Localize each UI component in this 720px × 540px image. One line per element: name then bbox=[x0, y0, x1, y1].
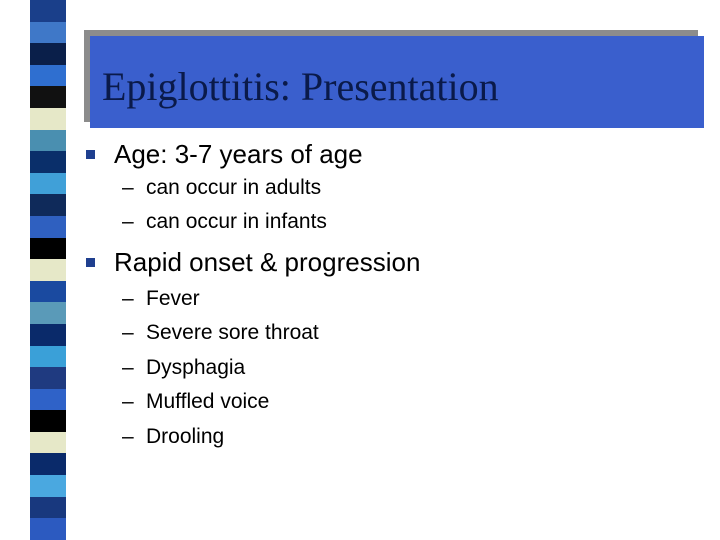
sub-bullet-text: can occur in adults bbox=[146, 176, 322, 199]
stripe-segment bbox=[30, 0, 66, 22]
dash-marker: – bbox=[122, 425, 134, 448]
slide-title: Epiglottitis: Presentation bbox=[102, 63, 499, 109]
sub-bullet-text: Severe sore throat bbox=[146, 321, 319, 344]
title-box bbox=[90, 36, 704, 128]
stripe-segment bbox=[30, 346, 66, 368]
decorative-stripe-bar bbox=[30, 0, 66, 540]
stripe-segment bbox=[30, 130, 66, 152]
stripe-segment bbox=[30, 281, 66, 303]
stripe-segment bbox=[30, 238, 66, 260]
stripe-segment bbox=[30, 410, 66, 432]
bullet-text: Age: 3-7 years of age bbox=[114, 139, 363, 169]
stripe-segment bbox=[30, 216, 66, 238]
stripe-segment bbox=[30, 518, 66, 540]
dash-marker: – bbox=[122, 210, 134, 233]
sub-bullet-text: Fever bbox=[146, 287, 200, 310]
stripe-segment bbox=[30, 367, 66, 389]
dash-marker: – bbox=[122, 176, 134, 199]
bullet-item-onset bbox=[86, 247, 420, 278]
sub-bullet-item bbox=[122, 210, 327, 234]
sub-bullet-text: Dysphagia bbox=[146, 356, 246, 379]
sub-bullet-text: Drooling bbox=[146, 425, 225, 448]
stripe-segment bbox=[30, 108, 66, 130]
stripe-segment bbox=[30, 497, 66, 519]
dash-marker: – bbox=[122, 321, 134, 344]
sub-bullet-text: can occur in infants bbox=[146, 210, 327, 233]
stripe-segment bbox=[30, 86, 66, 108]
stripe-segment bbox=[30, 151, 66, 173]
stripe-segment bbox=[30, 302, 66, 324]
dash-marker: – bbox=[122, 287, 134, 310]
stripe-segment bbox=[30, 389, 66, 411]
stripe-segment bbox=[30, 324, 66, 346]
sub-bullet-item bbox=[122, 321, 319, 345]
stripe-segment bbox=[30, 453, 66, 475]
sub-bullet-item bbox=[122, 287, 200, 311]
square-bullet-icon bbox=[86, 150, 95, 159]
stripe-segment bbox=[30, 22, 66, 44]
stripe-segment bbox=[30, 194, 66, 216]
stripe-segment bbox=[30, 432, 66, 454]
stripe-segment bbox=[30, 475, 66, 497]
dash-marker: – bbox=[122, 390, 134, 413]
square-bullet-icon bbox=[86, 258, 95, 267]
stripe-segment bbox=[30, 259, 66, 281]
dash-marker: – bbox=[122, 356, 134, 379]
sub-bullet-item bbox=[122, 425, 224, 449]
stripe-segment bbox=[30, 43, 66, 65]
sub-bullet-text: Muffled voice bbox=[146, 390, 270, 413]
bullet-item-age bbox=[86, 139, 363, 170]
sub-bullet-item bbox=[122, 390, 269, 414]
sub-bullet-item bbox=[122, 356, 245, 380]
bullet-text: Rapid onset & progression bbox=[114, 247, 421, 277]
stripe-segment bbox=[30, 173, 66, 195]
stripe-segment bbox=[30, 65, 66, 87]
sub-bullet-item bbox=[122, 176, 321, 200]
